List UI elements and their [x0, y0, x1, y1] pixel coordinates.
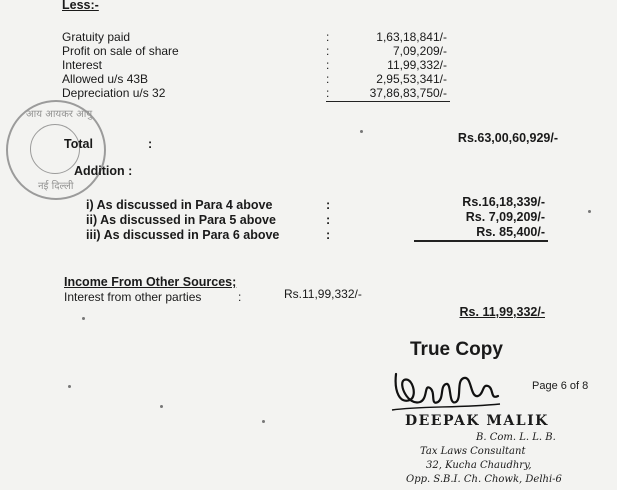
- less-item-colon: :: [326, 58, 330, 72]
- addition-item-label: iii) As discussed in Para 6 above: [86, 228, 280, 242]
- other-income-label: Interest from other parties: [64, 290, 202, 304]
- addition-underline: [414, 240, 548, 242]
- stamp-text-bottom: नई दिल्ली: [38, 181, 74, 192]
- scan-speck: [262, 420, 265, 423]
- addition-item-colon: :: [326, 198, 331, 212]
- less-item-label: Gratuity paid: [62, 30, 131, 44]
- addition-item-value: Rs. 7,09,209/-: [465, 210, 545, 224]
- addition-item-label: ii) As discussed in Para 5 above: [86, 213, 276, 227]
- less-item-value: 7,09,209/-: [392, 44, 447, 58]
- less-item-label: Interest: [62, 58, 103, 72]
- less-item-value: 11,99,332/-: [387, 58, 447, 72]
- less-heading: Less:-: [62, 0, 99, 12]
- other-income-amount: Rs.11,99,332/-: [284, 287, 362, 301]
- less-underline: [326, 101, 450, 102]
- scan-speck: [160, 405, 163, 408]
- less-item-colon: :: [326, 86, 330, 100]
- page-number: Page 6 of 8: [532, 380, 589, 392]
- less-item-label: Profit on sale of share: [62, 44, 179, 58]
- consultant-address-line2: Opp. S.B.I. Ch. Chowk, Delhi-6: [406, 474, 562, 485]
- consultant-address-line1: 32, Kucha Chaudhry,: [426, 460, 532, 471]
- less-item-colon: :: [326, 30, 330, 44]
- total-value: Rs.63,00,60,929/-: [457, 131, 558, 145]
- stamp-text-top: आय आयकर आयु: [26, 109, 93, 120]
- addition-item-label: i) As discussed in Para 4 above: [86, 198, 273, 212]
- addition-item-colon: :: [326, 213, 331, 227]
- consultant-name: DEEPAK MALIK: [405, 413, 549, 429]
- true-copy-label: True Copy: [410, 339, 503, 360]
- less-item-label: Depreciation u/s 32: [62, 86, 166, 100]
- scan-speck: [588, 210, 591, 213]
- consultant-degree: B. Com. L. L. B.: [476, 432, 556, 443]
- total-label: Total: [64, 137, 93, 151]
- less-item-value: 1,63,18,841/-: [376, 30, 447, 44]
- scan-speck: [82, 317, 85, 320]
- signature: [390, 362, 520, 417]
- other-income-colon: :: [238, 290, 242, 304]
- other-income-heading: Income From Other Sources;: [64, 275, 237, 289]
- other-income-total: Rs. 11,99,332/-: [459, 305, 545, 319]
- addition-item-value: Rs.16,18,339/-: [462, 195, 545, 209]
- less-item-value: 2,95,53,341/-: [376, 72, 447, 86]
- scan-speck: [360, 130, 363, 133]
- less-item-colon: :: [326, 44, 330, 58]
- less-item-value: 37,86,83,750/-: [369, 86, 447, 100]
- consultant-title: Tax Laws Consultant: [420, 446, 526, 457]
- less-item-label: Allowed u/s 43B: [62, 72, 149, 86]
- less-item-colon: :: [326, 72, 330, 86]
- addition-heading: Addition :: [74, 164, 133, 178]
- total-colon: :: [148, 137, 153, 151]
- addition-item-colon: :: [326, 228, 331, 242]
- scan-speck: [68, 385, 71, 388]
- addition-item-value: Rs. 85,400/-: [476, 225, 545, 239]
